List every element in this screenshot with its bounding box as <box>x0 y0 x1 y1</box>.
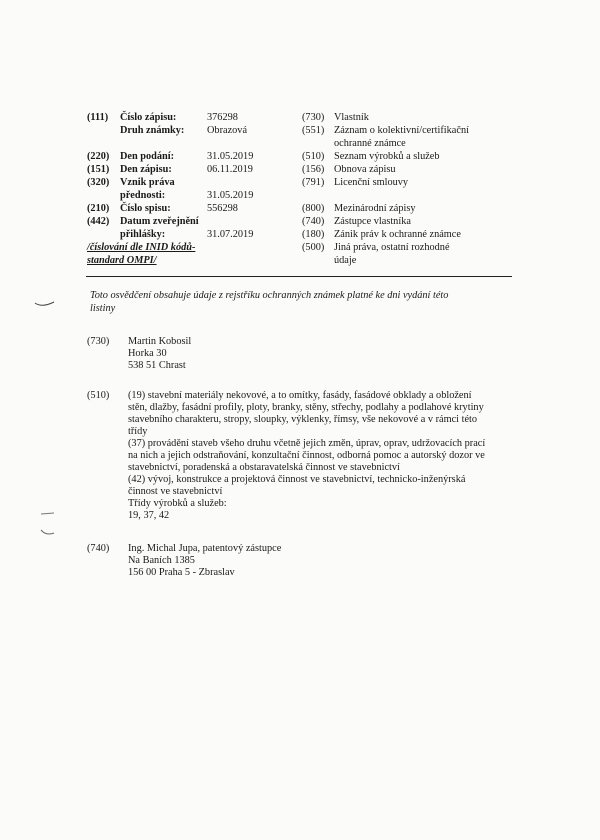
publication-label: Datum zveřejnění <box>120 216 199 227</box>
representative-name: Ing. Michal Jupa, patentový zástupce <box>128 543 282 554</box>
other-rights-label-2: údaje <box>334 255 357 266</box>
scan-mark-icon <box>40 528 56 538</box>
inid-note-line-1: /číslování dle INID kódů- <box>87 242 196 253</box>
goods-line: stěn, dlažby, fasádní profily, ploty, branky, stěny, střechy, podlahy a podlahové krytiny <box>128 402 484 413</box>
certificate-note-line-2: listiny <box>90 303 116 314</box>
goods-line: stavebnictví, poradenská a obstaravatelská činnost ve stavebnictví <box>128 462 400 473</box>
code-740: (740) <box>302 216 325 227</box>
code-111: (111) <box>87 112 109 123</box>
expiry-label: Zánik práv k ochranné známce <box>334 229 461 240</box>
inid-note-line-2: standard OMPI/ <box>87 255 157 266</box>
goods-line: (42) vývoj, konstrukce a projektová činnost ve stavebnictví, technicko-inženýrská <box>128 474 466 485</box>
publication-value: 31.07.2019 <box>207 229 254 240</box>
code-791: (791) <box>302 177 325 188</box>
registration-date-value: 06.11.2019 <box>207 164 253 175</box>
renewal-label: Obnova zápisu <box>334 164 396 175</box>
goods-line: stavebního charakteru, stropy, sloupky, výklenky, římsy, vše nekovové a v rámci této <box>128 414 478 425</box>
goods-line: (19) stavební materiály nekovové, a to omítky, fasády, fasádové obklady a obložení <box>128 390 472 401</box>
goods-list-label: Seznam výrobků a služeb <box>334 151 440 162</box>
code-320: (320) <box>87 177 110 188</box>
separator-line <box>86 276 512 277</box>
code-442: (442) <box>87 216 110 227</box>
representative-city: 156 00 Praha 5 - Zbraslav <box>128 567 235 578</box>
code-500: (500) <box>302 242 325 253</box>
code-151: (151) <box>87 164 110 175</box>
code-800: (800) <box>302 203 325 214</box>
goods-code: (510) <box>87 390 110 401</box>
registration-date-label: Den zápisu: <box>120 164 172 175</box>
collective-mark-label-2: ochranné známce <box>334 138 406 149</box>
classes-label: Třídy výrobků a služeb: <box>128 498 227 509</box>
owner-name: Martin Kobosil <box>128 336 192 347</box>
representative-code: (740) <box>87 543 110 554</box>
filing-date-label: Den podání: <box>120 151 175 162</box>
owner-label: Vlastník <box>334 112 369 123</box>
owner-street: Horka 30 <box>128 348 167 359</box>
filing-date-value: 31.05.2019 <box>207 151 254 162</box>
file-number-label: Číslo spisu: <box>120 203 171 214</box>
representative-street: Na Baních 1385 <box>128 555 195 566</box>
priority-value: 31.05.2019 <box>207 190 254 201</box>
code-180: (180) <box>302 229 325 240</box>
mark-type-value: Obrazová <box>207 125 248 136</box>
registration-number-value: 376298 <box>207 112 238 123</box>
publication-label-2: přihlášky: <box>120 229 166 240</box>
scan-mark-icon <box>40 510 56 518</box>
goods-line: činnost ve stavebnictví <box>128 486 223 497</box>
other-rights-label: Jiná práva, ostatní rozhodné <box>334 242 450 253</box>
classes-value: 19, 37, 42 <box>128 510 170 521</box>
collective-mark-label: Záznam o kolektivní/certifikační <box>334 125 469 136</box>
goods-line: (37) provádění staveb všeho druhu včetně jejich změn, úprav, oprav, udržovacích prací <box>128 438 486 449</box>
priority-label: Vznik práva <box>120 177 175 188</box>
licence-label: Licenční smlouvy <box>334 177 409 188</box>
mark-type-label: Druh známky: <box>120 125 185 136</box>
file-number-value: 556298 <box>207 203 238 214</box>
representative-label: Zástupce vlastníka <box>334 216 411 227</box>
registration-number-label: Číslo zápisu: <box>120 112 177 123</box>
certificate-note-line-1: Toto osvědčení obsahuje údaje z rejstříku ochranných známek platné ke dni vydání této <box>90 290 449 301</box>
international-label: Mezinárodní zápisy <box>334 203 416 214</box>
goods-line: třídy <box>128 426 148 437</box>
code-220: (220) <box>87 151 110 162</box>
code-551: (551) <box>302 125 325 136</box>
code-156: (156) <box>302 164 325 175</box>
priority-label-2: přednosti: <box>120 190 166 201</box>
scan-mark-icon <box>34 300 56 310</box>
code-210: (210) <box>87 203 110 214</box>
code-510: (510) <box>302 151 325 162</box>
goods-line: na nich a jejich odstraňování, konzultační činnost, odborná pomoc a autorský dozor ve <box>128 450 485 461</box>
owner-code: (730) <box>87 336 110 347</box>
owner-city: 538 51 Chrast <box>128 360 186 371</box>
code-730: (730) <box>302 112 325 123</box>
